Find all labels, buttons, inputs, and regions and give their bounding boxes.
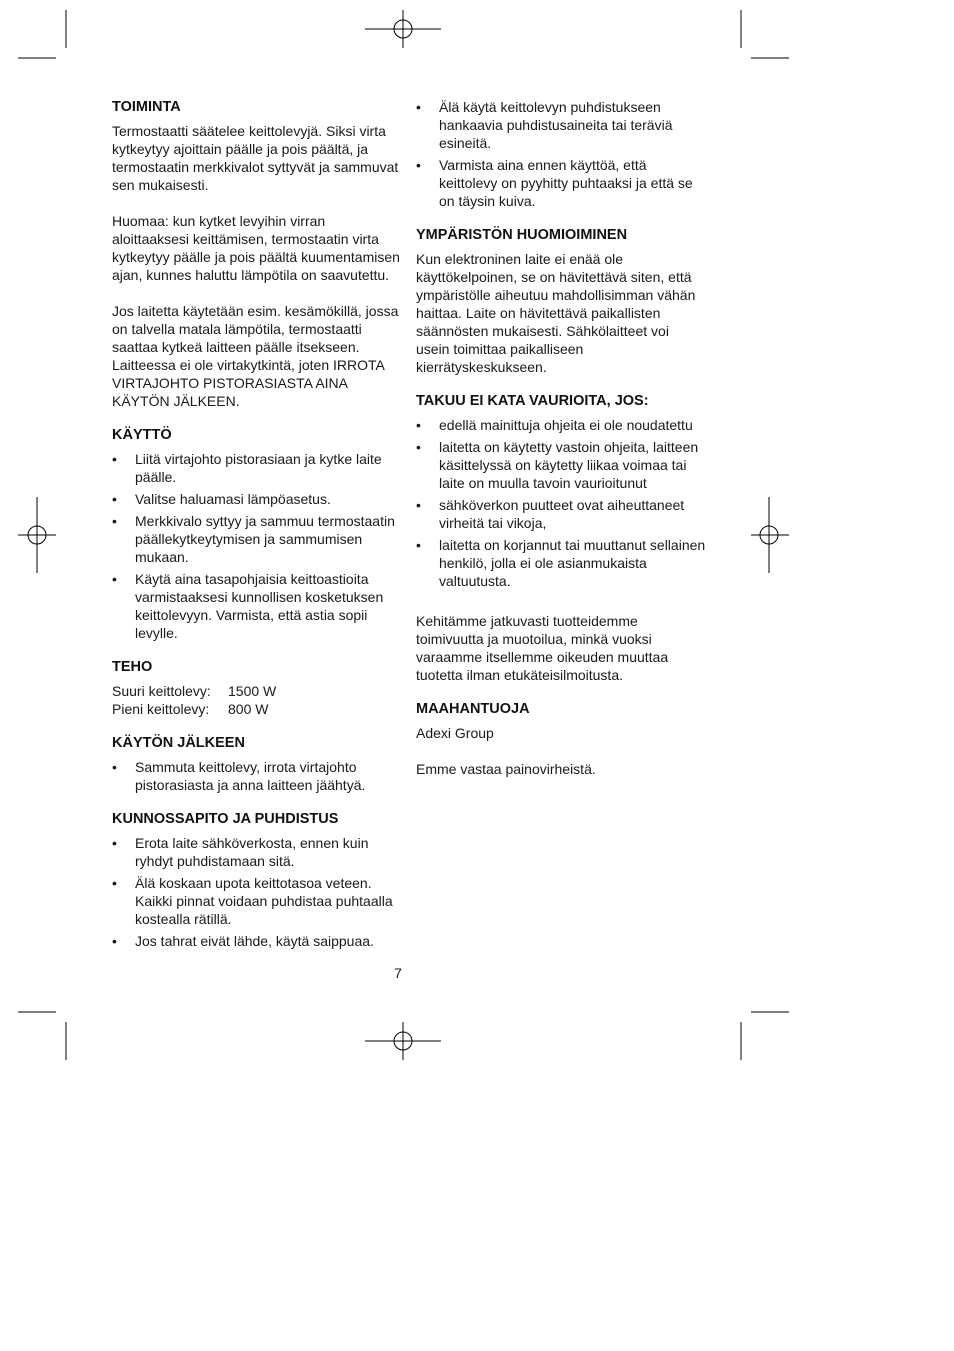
section-kaytto — [112, 426, 402, 642]
heading-toiminta: TOIMINTA — [112, 99, 181, 115]
section-ymparisto — [416, 226, 706, 376]
section-teho — [112, 658, 402, 718]
spec-value: 800 W — [228, 701, 269, 717]
section-takuu — [416, 392, 706, 684]
heading-teho: TEHO — [112, 659, 153, 675]
paragraph: Jos laitetta käytetään esim. kesämökillä, jossa on talvella matala lämpötila, termostaatti saattaa kytkeä laitteen päälle itsekseen. Laitteessa ei ole virtakytkintä, joten IRROTA VIRTAJOHTO PISTORASIASTA AINA KÄYTÖN JÄLKEEN. — [112, 303, 399, 409]
spec-row — [112, 700, 402, 718]
list-item: • Käytä aina tasapohjaisia keittoastioita varmistaaksesi kunnollisen kosketuksen keittolevyyn. Varmista, että astia sopii levylle. — [112, 570, 402, 642]
section-kunnossapito — [112, 810, 402, 950]
heading-maahantuoja: MAAHANTUOJA — [416, 701, 530, 717]
right-column — [416, 98, 706, 794]
list-item: • Valitse haluamasi lämpöasetus. — [112, 490, 402, 508]
section-kayton-jalkeen — [112, 734, 402, 794]
list-item: • Varmista aina ennen käyttöä, että keittolevy on pyyhitty puhtaaksi ja että se on täysin kuiva. — [416, 156, 706, 210]
section-toiminta — [112, 98, 402, 410]
heading-kayton-jalkeen: KÄYTÖN JÄLKEEN — [112, 735, 245, 751]
paragraph: Kun elektroninen laite ei enää ole käyttökelpoinen, se on hävitettävä siten, että ympäristölle aiheutuu mahdollisimman vähän haittaa. Laite on hävitettävä paikallisten säännösten mukaisesti. Sähkölaitteet voi usein toimittaa paikalliseen kierrätyskeskukseen. — [416, 251, 696, 375]
importer-name: Adexi Group — [416, 725, 494, 741]
list-item: • Merkkivalo syttyy ja sammuu termostaatin päällekytkeytymisen ja sammumisen mukaan. — [112, 512, 402, 566]
list-item: • edellä mainittuja ohjeita ei ole noudatettu — [416, 416, 706, 434]
registration-target-top — [365, 10, 441, 48]
section-cleaning-continued — [416, 98, 706, 210]
list-item: • Älä käytä keittolevyn puhdistukseen hankaavia puhdistusaineita tai teräviä esineitä. — [416, 98, 706, 152]
heading-kunnossapito: KUNNOSSAPITO JA PUHDISTUS — [112, 811, 339, 827]
list-item: • laitetta on käytetty vastoin ohjeita, laitteen käsittelyssä on käytetty liikaa voimaa tai laite on muulla tavoin vaurioitunut — [416, 438, 706, 492]
paragraph: Termostaatti säätelee keittolevyjä. Siksi virta kytkeytyy ajoittain päälle ja pois päältä, ja termostaatin merkkivalot syttyvät ja sammuvat sen mukaisesti. — [112, 123, 399, 193]
registration-target-left — [18, 497, 56, 573]
section-maahantuoja — [416, 700, 706, 778]
heading-takuu: TAKUU EI KATA VAURIOITA, JOS: — [416, 393, 649, 409]
paragraph: Kehitämme jatkuvasti tuotteidemme toimivuutta ja muotoilua, minkä vuoksi varaamme itsellemme oikeuden muuttaa tuotetta ilman etukäteisilmoitusta. — [416, 613, 669, 683]
spec-label: Pieni keittolevy: — [112, 701, 210, 717]
spec-value: 1500 W — [228, 683, 277, 699]
spec-row — [112, 682, 402, 700]
heading-kaytto: KÄYTTÖ — [112, 427, 172, 443]
heading-ymparisto: YMPÄRISTÖN HUOMIOIMINEN — [416, 227, 628, 243]
list-item: • Erota laite sähköverkosta, ennen kuin ryhdyt puhdistamaan sitä. — [112, 834, 402, 870]
list-item: • Älä koskaan upota keittotasoa veteen. Kaikki pinnat voidaan puhdistaa puhtaalla kostealla rätillä. — [112, 874, 402, 928]
page-number: 7 — [394, 965, 402, 981]
list-item: • laitetta on korjannut tai muuttanut sellainen henkilö, jolla ei ole asianmukaista valtuutusta. — [416, 536, 706, 590]
list-item: • Liitä virtajohto pistorasiaan ja kytke laite päälle. — [112, 450, 402, 486]
paragraph: Huomaa: kun kytket levyihin virran aloittaaksesi keittämisen, termostaatin virta kytkeytyy päälle ja pois päältä kuumentamisen ajan, kunnes haluttu lämpötila on saavutettu. — [112, 213, 400, 283]
list-item: • sähköverkon puutteet ovat aiheuttaneet virheitä tai vikoja, — [416, 496, 706, 532]
registration-target-right — [751, 497, 789, 573]
spec-label: Suuri keittolevy: — [112, 683, 211, 699]
left-column — [112, 98, 402, 966]
list-item: • Jos tahrat eivät lähde, käytä saippuaa. — [112, 932, 402, 950]
registration-target-bottom — [365, 1022, 441, 1060]
disclaimer: Emme vastaa painovirheistä. — [416, 761, 596, 777]
list-item: • Sammuta keittolevy, irrota virtajohto pistorasiasta ja anna laitteen jäähtyä. — [112, 758, 402, 794]
